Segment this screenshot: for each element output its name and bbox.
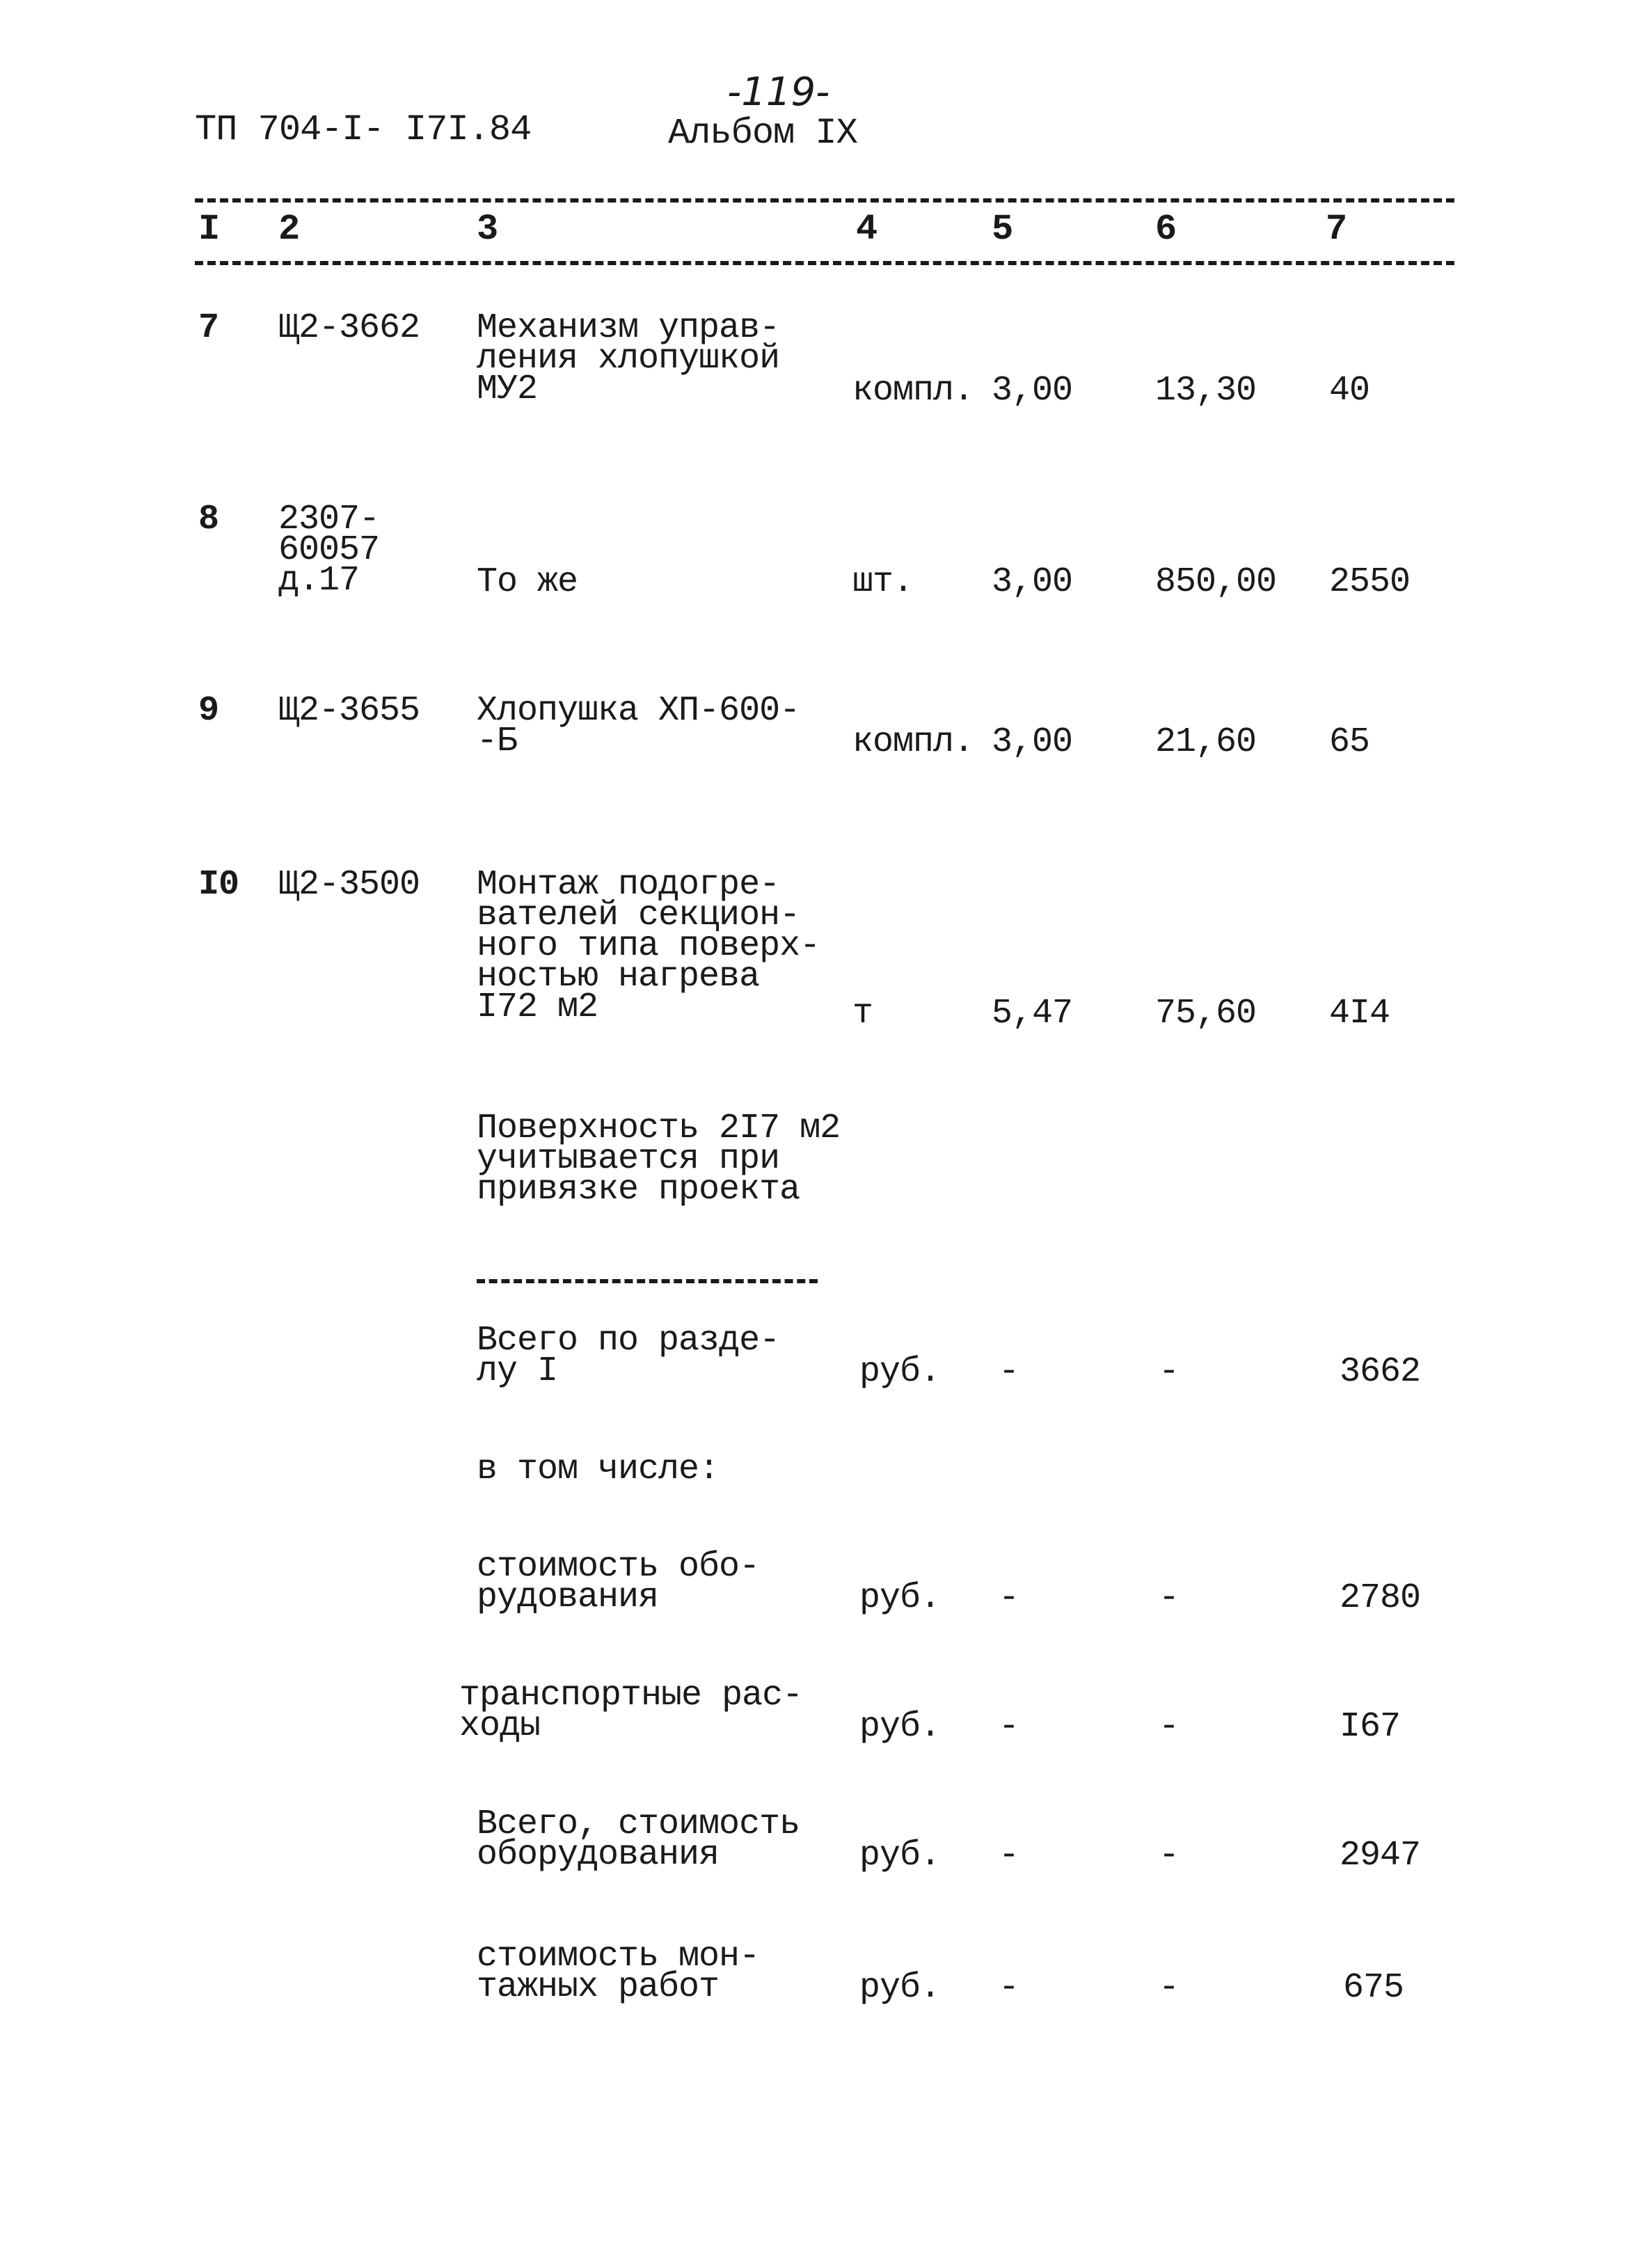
unit: компл. [852,722,974,762]
page-number: -119- [727,70,830,115]
summary-quantity: - [999,1352,1019,1392]
summary-label: стоимость мон- тажных работ [477,1937,760,2007]
price-code: Щ2-3655 [278,691,420,731]
price-code: Щ2-3500 [278,865,420,905]
column-header-4: 4 [856,209,878,250]
unit-price: 21,60 [1155,722,1257,762]
price-code: 2307- 60057 д.17 [278,500,380,601]
item-description: То же [477,562,578,602]
column-header-3: 3 [477,209,499,250]
item-description: Хлопушка ХП-600- -Б [477,691,800,761]
header-rule-top [195,198,1454,203]
quantity: 5,47 [992,994,1073,1033]
summary-unit-price: - [1159,1968,1180,2008]
row-number: 8 [198,500,219,539]
summary-total: I67 [1340,1707,1401,1747]
column-header-6: 6 [1155,209,1177,250]
column-header-5: 5 [992,209,1014,250]
total-cost: 4I4 [1329,994,1390,1033]
summary-quantity: - [999,1707,1019,1747]
summary-unit: руб. [859,1578,941,1618]
summary-quantity: - [999,1578,1019,1618]
summary-unit: руб. [859,1968,941,2008]
total-cost: 2550 [1329,562,1411,602]
summary-unit-price: - [1159,1578,1180,1618]
quantity: 3,00 [992,371,1073,411]
summary-quantity: - [999,1836,1019,1876]
album-label: Альбом IX [668,113,857,154]
summary-unit: руб. [859,1836,941,1876]
unit-price: 75,60 [1155,994,1257,1033]
summary-label: Всего, стоимость оборудования [477,1805,800,1875]
surface-note: Поверхность 2I7 м2 учитывается при привязке проекта [477,1109,841,1210]
unit-price: 850,00 [1155,562,1277,602]
summary-unit: руб. [859,1352,941,1392]
summary-unit-price: - [1159,1707,1180,1747]
item-description: Монтаж подогре- вателей секцион- ного типа поверх- ностью нагрева I72 м2 [477,865,820,1027]
summary-label: Всего по разде- лу I [477,1321,780,1391]
summary-unit-price: - [1159,1836,1180,1876]
summary-total: 3662 [1340,1352,1421,1392]
total-cost: 40 [1329,371,1370,411]
summary-label: стоимость обо- рудования [477,1547,760,1617]
summary-unit: руб. [859,1707,941,1747]
item-description: Механизм управ- ления хлопушкой МУ2 [477,308,780,409]
unit: компл. [852,371,974,411]
row-number: 9 [198,691,219,731]
column-header-1: I [198,209,221,250]
including-label: в том числе: [477,1450,720,1489]
quantity: 3,00 [992,562,1073,602]
summary-total: 675 [1343,1968,1404,2008]
column-header-7: 7 [1326,209,1348,250]
unit-price: 13,30 [1155,371,1257,411]
column-header-2: 2 [278,209,301,250]
summary-unit-price: - [1159,1352,1180,1392]
unit: шт. [852,562,914,602]
header-rule-bottom [195,261,1454,265]
summary-quantity: - [999,1968,1019,2008]
summary-separator [477,1279,818,1283]
unit: т [852,994,873,1033]
price-code: Щ2-3662 [278,308,420,348]
row-number: I0 [198,865,239,905]
document-code: ТП 704-I- I7I.84 [195,109,532,150]
total-cost: 65 [1329,722,1370,762]
summary-total: 2780 [1340,1578,1421,1618]
summary-label: транспортные рас- ходы [459,1676,803,1746]
summary-total: 2947 [1340,1836,1421,1876]
quantity: 3,00 [992,722,1073,762]
row-number: 7 [198,308,219,348]
